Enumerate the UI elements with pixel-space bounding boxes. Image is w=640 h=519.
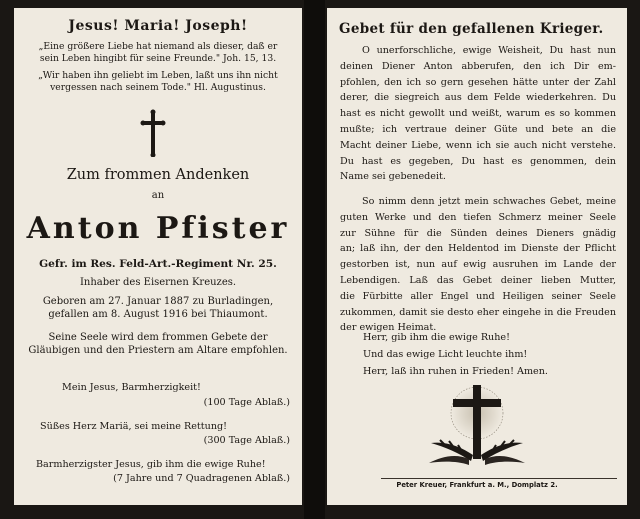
rank-regiment: Gefr. im Res. Feld-Art.-Regiment Nr. 25.: [39, 258, 277, 270]
prayer-line: zukommen, damit sie desto eher eingehe in die Freuden: [340, 306, 616, 318]
prayer-title: Gebet für den gefallenen Krieger.: [339, 21, 604, 37]
card-fold: [304, 0, 325, 519]
prayer-line: Lebendigen. Laß das Gebet deiner lieben Mutter,: [340, 275, 616, 286]
deceased-name: Anton Pfister: [26, 211, 290, 246]
quote2-line2: vergessen nach seinem Tode." Hl. Augustinus.: [50, 82, 266, 93]
closing-line2: Und das ewige Licht leuchte ihm!: [363, 349, 528, 360]
quote2-line1: „Wir haben ihn geliebt im Leben, laßt uns ihn nicht: [38, 70, 278, 81]
cross-with-palms-icon: [425, 377, 529, 475]
prayer3: Barmherzigster Jesus, gib ihm die ewige Ruhe!: [36, 459, 266, 470]
cross-icon: [140, 109, 166, 157]
prayer-line: hast es nicht gewollt und weißt, warum es so kommen: [340, 108, 616, 120]
closing-line1: Herr, gib ihm die ewige Ruhe!: [363, 332, 510, 343]
prayer2: Süßes Herz Mariä, sei meine Rettung!: [40, 421, 227, 432]
memorial-heading: Zum frommen Andenken: [66, 167, 250, 183]
quote1-line1: „Eine größere Liebe hat niemand als dieser, daß er: [38, 41, 278, 52]
prayer-line: Du hast es gegeben, Du hast es genommen, dein: [340, 155, 616, 167]
prayer-line: zur Sühne für die Sünden deines Dieners gnädig: [340, 227, 616, 239]
prayer-line: deinen Diener Anton abberufen, den ich Dir em-: [340, 60, 616, 72]
prayer3-indulgence: (7 Jahre und 7 Quadragenen Ablaß.): [113, 473, 290, 484]
prayer-line: an; laß ihn, der den Heldentod im Dienste der Pflicht: [340, 243, 616, 255]
prayer-line: O unerforschliche, ewige Weisheit, Du hast nun: [362, 45, 616, 56]
left-page: [14, 8, 302, 505]
printer-imprint: Peter Kreuer, Frankfurt a. M., Domplatz 2.: [396, 481, 558, 489]
prayer-line: der ewigen Heimat.: [340, 322, 437, 334]
born-line: Geboren am 27. Januar 1887 zu Burladingen,: [42, 296, 274, 307]
prayer-line: pfohlen, den ich so gern gesehen hätte unter der Zahl: [340, 76, 616, 88]
prayer-line: mußte; ich vertraue deiner Güte und bete an die: [340, 124, 616, 135]
soul-line2: Gläubigen und den Priestern am Altare empfohlen.: [28, 345, 288, 356]
award: Inhaber des Eisernen Kreuzes.: [79, 277, 237, 288]
prayer1-indulgence: (100 Tage Ablaß.): [203, 397, 290, 408]
closing-line3: Herr, laß ihn ruhen in Frieden! Amen.: [363, 366, 548, 377]
memorial-an: an: [151, 190, 165, 201]
prayer-line: Macht deiner Liebe, wenn ich sie auch nicht verstehe.: [340, 139, 616, 151]
prayer-line: gestorben ist, nun auf ewig ausruhen im Lande der: [340, 259, 616, 271]
died-line: gefallen am 8. August 1916 bei Thiaumont.: [48, 309, 268, 320]
right-page: [327, 8, 627, 505]
quote1-line2: sein Leben hingibt für seine Freunde." Joh. 15, 13.: [39, 53, 277, 64]
prayer-line: So nimm denn jetzt mein schwaches Gebet, meine: [362, 196, 616, 207]
prayer-line: Name sei gebenedeit.: [340, 171, 446, 183]
prayer-line: guten Werke und den tiefen Schmerz meiner Seele: [340, 211, 616, 223]
prayer1: Mein Jesus, Barmherzigkeit!: [62, 382, 201, 393]
soul-line1: Seine Seele wird dem frommen Gebete der: [48, 332, 268, 343]
heading: Jesus! Maria! Joseph!: [68, 18, 248, 34]
prayer2-indulgence: (300 Tage Ablaß.): [203, 435, 290, 446]
prayer-line: die Fürbitte aller Engel und Heiligen seiner Seele: [340, 290, 616, 302]
prayer-line: derer, die siegreich aus dem Felde wiederkehren. Du: [340, 92, 616, 104]
